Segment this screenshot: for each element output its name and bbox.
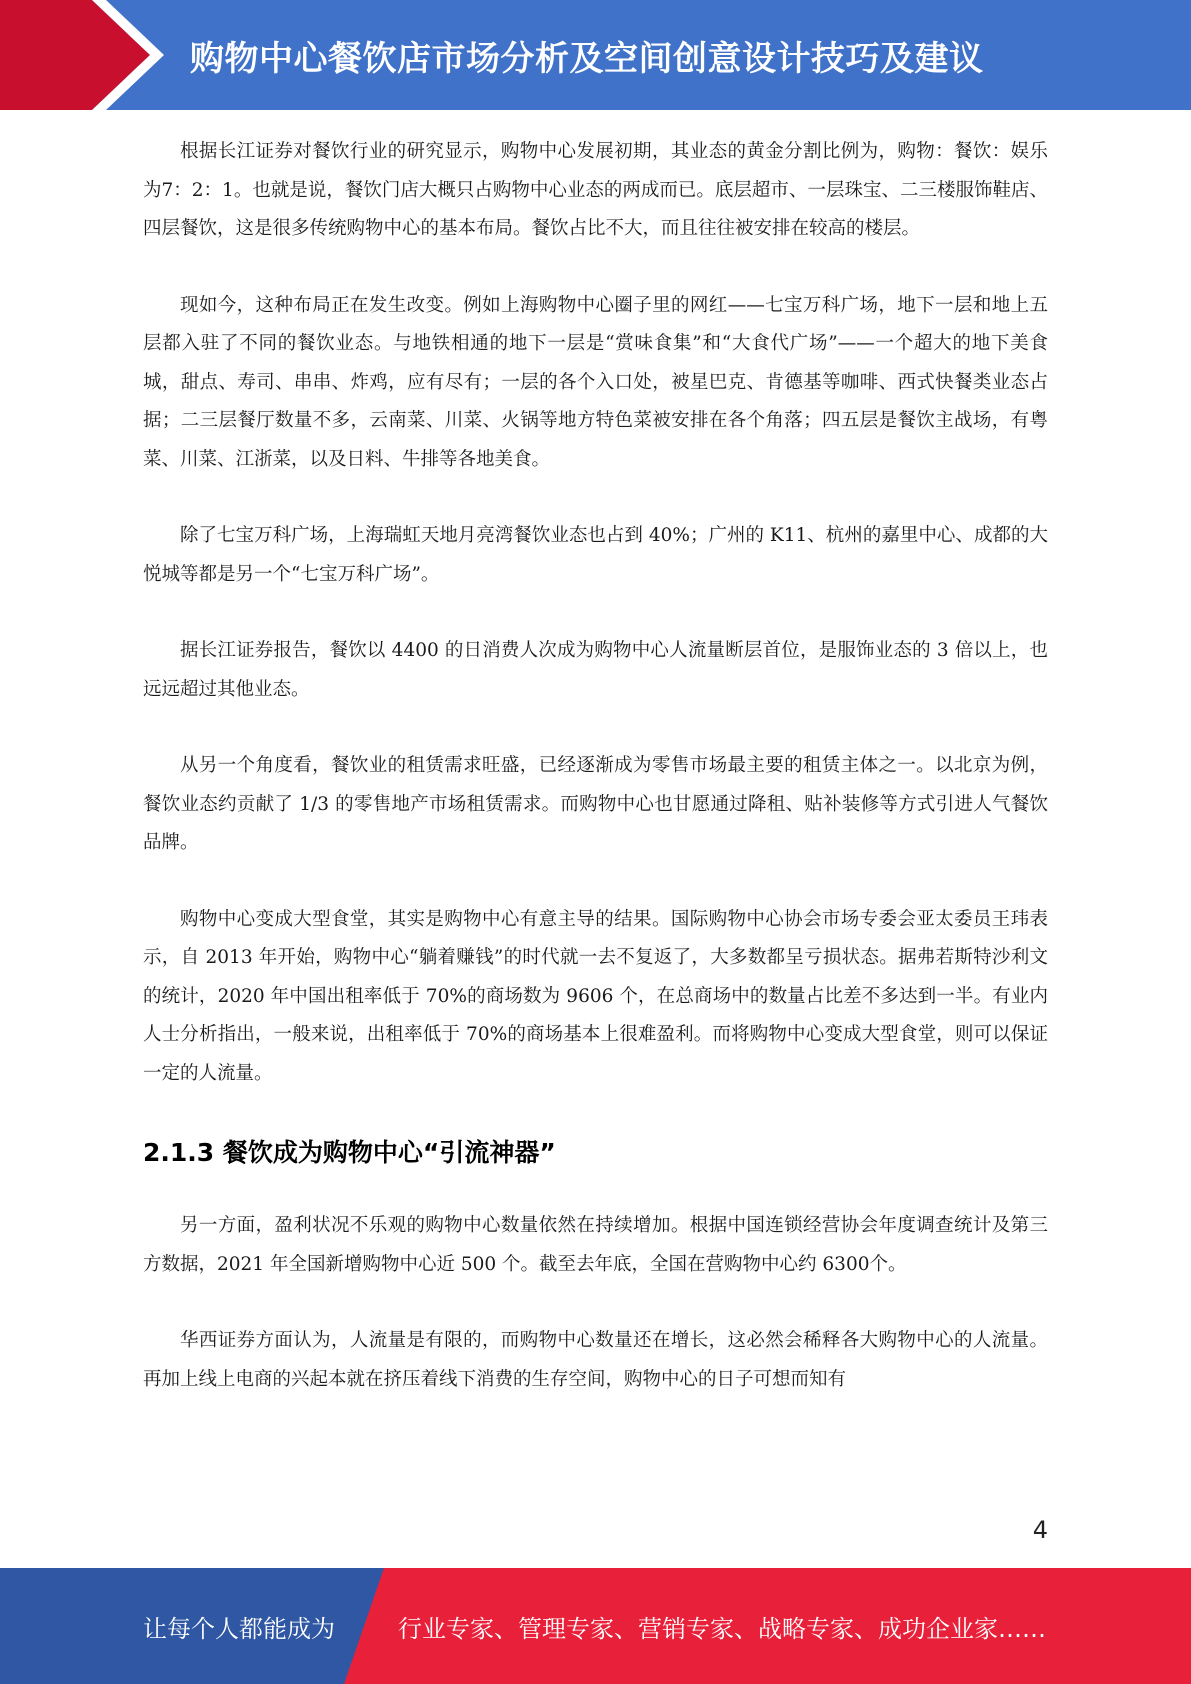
paragraph: 根据长江证券对餐饮行业的研究显示，购物中心发展初期，其业态的黄金分割比例为，购物：餐饮：娱乐为7：2：1。也就是说，餐饮门店大概只占购物中心业态的两成而已。底层超市、一层珠宝、二三楼服饰鞋店、四层餐饮，这是很多传统购物中心的基本布局。餐饮占比不大，而且往往被安排在较高的楼层。 bbox=[143, 141, 1048, 239]
footer-slogan-right: 行业专家、管理专家、营销专家、战略专家、成功企业家…… bbox=[398, 1614, 1046, 1643]
page-header bbox=[0, 0, 1191, 110]
paragraph: 从另一个角度看，餐饮业的租赁需求旺盛，已经逐渐成为零售市场最主要的租赁主体之一。以北京为例，餐饮业态约贡献了 1/3 的零售地产市场租赁需求。而购物中心也甘愿通过降租、贴补装修等方式引进人气餐饮品牌。 bbox=[143, 755, 1048, 853]
header-red-arrow bbox=[0, 0, 150, 110]
paragraph: 除了七宝万科广场，上海瑞虹天地月亮湾餐饮业态也占到 40%；广州的 K11、杭州的嘉里中心、成都的大悦城等都是另一个“七宝万科广场”。 bbox=[143, 525, 1048, 585]
document-body bbox=[143, 133, 1048, 1399]
header-title: 购物中心餐饮店市场分析及空间创意设计技巧及建议 bbox=[190, 38, 984, 79]
section-heading: 2.1.3 餐饮成为购物中心“引流神器” bbox=[143, 1138, 556, 1167]
page-footer bbox=[0, 1568, 1191, 1684]
paragraph: 华西证券方面认为，人流量是有限的，而购物中心数量还在增长，这必然会稀释各大购物中心的人流量。再加上线上电商的兴起本就在挤压着线下消费的生存空间，购物中心的日子可想而知有 bbox=[143, 1330, 1048, 1390]
page-number: 4 bbox=[1032, 1516, 1048, 1544]
paragraph: 据长江证券报告，餐饮以 4400 的日消费人次成为购物中心人流量断层首位，是服饰业态的 3 倍以上，也远远超过其他业态。 bbox=[143, 640, 1048, 700]
footer-slogan-left: 让每个人都能成为 bbox=[143, 1614, 335, 1643]
paragraph: 另一方面，盈利状况不乐观的购物中心数量依然在持续增加。根据中国连锁经营协会年度调查统计及第三方数据，2021 年全国新增购物中心近 500 个。截至去年底，全国在营购物中心约 6300个。 bbox=[143, 1215, 1048, 1275]
paragraph: 现如今，这种布局正在发生改变。例如上海购物中心圈子里的网红——七宝万科广场，地下一层和地上五层都入驻了不同的餐饮业态。与地铁相通的地下一层是“赏味食集”和“大食代广场”——一个超大的地下美食城，甜点、寿司、串串、炸鸡，应有尽有；一层的各个入口处，被星巴克、肯德基等咖啡、西式快餐类业态占据；二三层餐厅数量不多，云南菜、川菜、火锅等地方特色菜被安排在各个角落；四五层是餐饮主战场，有粤菜、川菜、江浙菜，以及日料、牛排等各地美食。 bbox=[143, 294, 1048, 470]
paragraph: 购物中心变成大型食堂，其实是购物中心有意主导的结果。国际购物中心协会市场专委会亚太委员王玮表示，自 2013 年开始，购物中心“躺着赚钱”的时代就一去不复返了，大多数都呈亏损状态。据弗若斯特沙利文的统计，2020 年中国出租率低于 70%的商场数为 9606 个，在总商场中的数量占比差不多达到一半。有业内人士分析指出，一般来说，出租率低于 70%的商场基本上很难盈利。而将购物中心变成大型食堂，则可以保证一定的人流量。 bbox=[143, 908, 1048, 1084]
